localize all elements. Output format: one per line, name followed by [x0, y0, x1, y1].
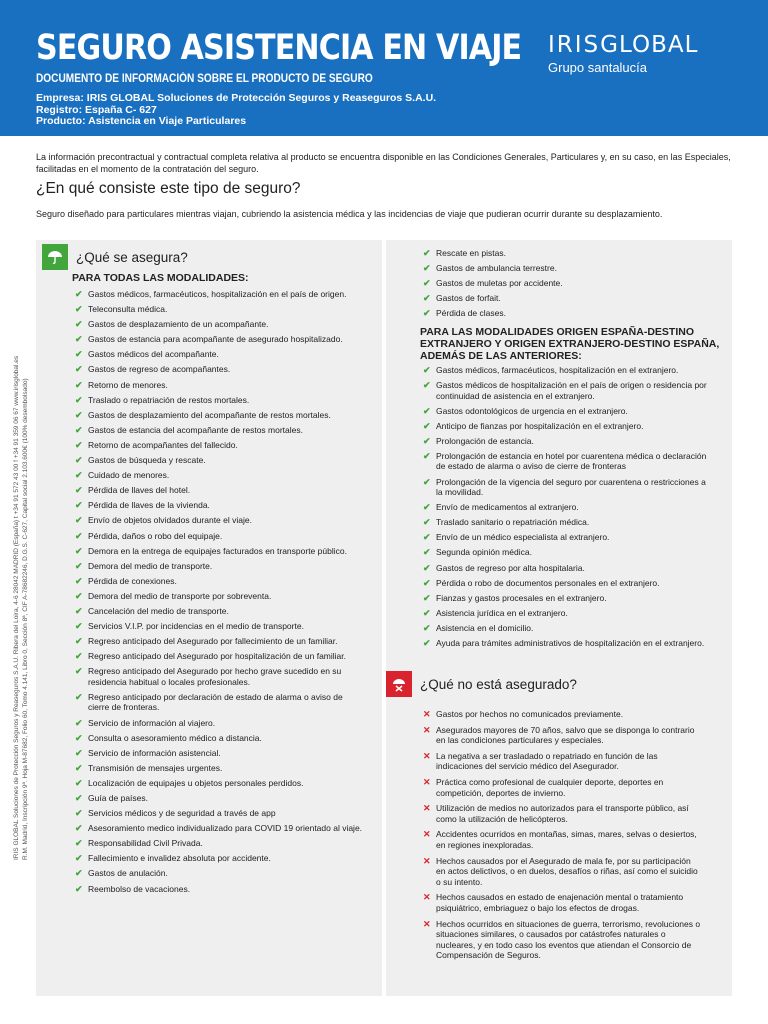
covered-modal-list	[422, 365, 712, 653]
list-item-text: Cancelación del medio de transporte.	[88, 605, 229, 616]
list-item	[422, 278, 722, 289]
check-icon: ✔	[423, 435, 431, 446]
list-item-text: Prolongación de la vigencia del seguro por cuarentena o restricciones a la movilidad.	[436, 476, 706, 498]
covered-panel	[36, 240, 382, 996]
list-item	[74, 808, 364, 819]
registry-number: Registro: España C- 627	[36, 103, 157, 116]
list-item-text: Gastos de estancia para acompañante de asegurado hospitalizado.	[88, 334, 343, 345]
list-item	[74, 425, 364, 436]
check-icon: ✔	[423, 592, 431, 603]
check-icon: ✔	[75, 777, 83, 788]
list-item-text: Fianzas y gastos procesales en el extranjero.	[436, 592, 607, 603]
list-item	[74, 304, 364, 315]
list-item-text: Práctica como profesional de cualquier deporte, deportes en competición, deportes de invierno.	[436, 777, 664, 798]
check-icon: ✔	[75, 485, 83, 496]
product-name: Producto: Asistencia en Viaje Particulares	[36, 115, 247, 127]
check-icon: ✔	[75, 868, 83, 879]
list-item-text: Ayuda para trámites administrativos de hospitalización en el extranjero.	[436, 638, 705, 648]
list-item	[422, 477, 712, 498]
all-modalities-title: PARA TODAS LAS MODALIDADES:	[72, 272, 249, 284]
list-item	[422, 856, 702, 888]
covered-continued-panel	[386, 240, 732, 996]
covered-title: ¿Qué se asegura?	[76, 249, 188, 265]
list-item-text: Gastos de regreso de acompañantes.	[88, 364, 231, 375]
list-item	[74, 485, 364, 496]
list-item	[74, 546, 364, 557]
list-item	[422, 751, 702, 772]
list-item	[74, 531, 364, 542]
cross-icon: ✕	[423, 777, 431, 788]
list-item	[74, 778, 364, 789]
list-item-text: Pérdida o robo de documentos personales en el extranjero.	[436, 577, 660, 588]
list-item	[74, 455, 364, 466]
logo-group-text: Grupo santalucía	[548, 60, 648, 75]
list-item	[422, 248, 722, 259]
list-item-text: Demora del medio de transporte.	[88, 560, 213, 571]
check-icon: ✔	[75, 364, 83, 375]
list-item	[422, 308, 722, 319]
list-item-text: Servicio de información asistencial.	[88, 747, 221, 758]
list-item-text: Retorno de menores.	[88, 379, 168, 390]
list-item-text: Gastos de forfait.	[436, 293, 501, 304]
check-icon: ✔	[75, 605, 83, 616]
list-item	[74, 561, 364, 572]
list-item-text: La negativa a ser trasladado o repatriado en función de las indicaciones del servicio médico del Asegurador.	[436, 750, 658, 772]
check-icon: ✔	[75, 515, 83, 526]
header-banner	[0, 0, 768, 136]
section-question: ¿En qué consiste este tipo de seguro?	[36, 180, 301, 197]
list-item-text: Pérdida de clases.	[436, 308, 506, 319]
check-icon: ✔	[75, 590, 83, 601]
check-icon: ✔	[423, 638, 431, 648]
list-item	[422, 608, 712, 619]
cross-icon: ✕	[423, 724, 431, 735]
list-item	[422, 803, 702, 824]
list-item	[74, 748, 364, 759]
list-item-text: Gastos de regreso por alta hospitalaria.	[436, 562, 585, 573]
list-item-text: Asegurados mayores de 70 años, salvo que se disponga lo contrario en las condiciones particulares y especiales.	[436, 724, 695, 746]
check-icon: ✔	[423, 517, 431, 528]
check-icon: ✔	[423, 547, 431, 558]
cross-icon: ✕	[423, 855, 431, 866]
check-icon: ✔	[75, 793, 83, 803]
list-item	[422, 623, 712, 634]
list-item-text: Regreso anticipado del Asegurado por hospitalización de un familiar.	[88, 651, 346, 662]
list-item	[74, 666, 364, 687]
check-icon: ✔	[75, 621, 83, 632]
check-icon: ✔	[75, 545, 83, 556]
list-item	[74, 884, 364, 895]
list-item-text: Gastos médicos, farmacéuticos, hospitalización en el país de origen.	[88, 289, 347, 299]
list-item-text: Prolongación de estancia.	[436, 435, 534, 446]
list-item-text: Envío de objetos olvidados durante el viaje.	[88, 515, 252, 526]
list-item	[74, 349, 364, 360]
check-icon: ✔	[423, 622, 431, 633]
covered-all-list	[74, 289, 364, 899]
check-icon: ✔	[75, 394, 83, 405]
list-item-text: Consulta o asesoramiento médico a distancia.	[88, 732, 262, 743]
check-icon: ✔	[423, 502, 431, 513]
check-icon: ✔	[75, 883, 83, 894]
list-item-text: Gastos médicos del acompañante.	[88, 349, 219, 360]
check-icon: ✔	[423, 476, 431, 487]
list-item	[74, 853, 364, 864]
iris-global-logo: IRISGLOBAL	[548, 32, 699, 58]
check-icon: ✔	[75, 808, 83, 819]
check-icon: ✔	[75, 747, 83, 758]
insurance-description: Seguro diseñado para particulares mientras viajan, cubriendo la asistencia médica y las incidencias de viaje que pudieran ocurrir durante su desplazamiento.	[36, 209, 663, 219]
check-icon: ✔	[75, 304, 83, 315]
not-covered-title: ¿Qué no está asegurado?	[420, 676, 577, 692]
list-item-text: Gastos de búsqueda y rescate.	[88, 455, 206, 466]
list-item-text: Teleconsulta médica.	[88, 304, 168, 315]
list-item-text: Servicios V.I.P. por incidencias en el medio de transporte.	[88, 621, 304, 632]
list-item-text: Traslado o repatriación de restos mortales.	[88, 394, 250, 405]
check-icon: ✔	[75, 319, 83, 330]
list-item-text: Segunda opinión médica.	[436, 547, 532, 558]
check-icon: ✔	[75, 636, 83, 647]
check-icon: ✔	[75, 762, 83, 773]
list-item	[74, 470, 364, 481]
document-title: SEGURO ASISTENCIA EN VIAJE	[36, 28, 522, 68]
list-item	[74, 440, 364, 451]
list-item-text: Guía de países.	[88, 793, 149, 803]
check-icon: ✔	[75, 853, 83, 864]
check-icon: ✔	[423, 405, 431, 416]
intro-paragraph: La información precontractual y contractual completa relativa al producto se encuentra disponible en las Condiciones Generales, Particulares y, en su caso, en las Especiales, facilitadas en el momento de la contratación del seguro.	[36, 152, 731, 174]
cross-icon: ✕	[423, 892, 431, 903]
legal-side-text	[12, 220, 30, 860]
list-item-text: Asistencia en el domicilio.	[436, 622, 534, 633]
not-covered-list	[422, 709, 702, 966]
check-icon: ✔	[75, 717, 83, 728]
company-name: Empresa: IRIS GLOBAL Soluciones de Protección Seguros y Reaseguros S.A.U.	[36, 92, 437, 104]
list-item	[422, 593, 712, 604]
list-item-text: Gastos médicos, farmacéuticos, hospitalización en el extranjero.	[436, 365, 679, 375]
check-icon: ✔	[423, 450, 431, 461]
list-item	[74, 364, 364, 375]
check-icon: ✔	[423, 278, 431, 289]
list-item	[422, 892, 702, 913]
list-item-text: Demora en la entrega de equipajes facturados en transporte público.	[88, 545, 347, 556]
check-icon: ✔	[75, 732, 83, 743]
list-item-text: Envío de medicamentos al extranjero.	[436, 502, 579, 513]
list-item	[422, 563, 712, 574]
list-item-text: Responsabilidad Civil Privada.	[88, 838, 203, 849]
umbrella-icon	[42, 244, 68, 270]
check-icon: ✔	[75, 349, 83, 360]
check-icon: ✔	[75, 530, 83, 541]
check-icon: ✔	[75, 334, 83, 345]
check-icon: ✔	[423, 263, 431, 274]
list-item-text: Gastos por hechos no comunicados previamente.	[436, 709, 624, 719]
check-icon: ✔	[75, 560, 83, 571]
covered-extra-list	[422, 248, 722, 323]
list-item-text: Hechos causados en estado de enajenación mental o tratamiento psiquiátrico, embriaguez o bajo los efectos de drogas.	[436, 892, 684, 913]
check-icon: ✔	[423, 308, 431, 319]
check-icon: ✔	[423, 293, 431, 304]
list-item	[74, 793, 364, 804]
list-item	[74, 692, 364, 713]
check-icon: ✔	[423, 248, 431, 258]
list-item	[422, 421, 712, 432]
list-item-text: Asesoramiento medico individualizado para COVID 19 orientado al viaje.	[88, 823, 363, 834]
check-icon: ✔	[423, 380, 431, 391]
list-item-text: Traslado sanitario o repatriación médica.	[436, 517, 590, 528]
list-item-text: Regreso anticipado del Asegurado por hecho grave sucedido en su residencia habitual o locales profesionales.	[88, 666, 342, 687]
list-item	[74, 576, 364, 587]
list-item	[422, 517, 712, 528]
list-item-text: Demora del medio de transporte por sobreventa.	[88, 590, 272, 601]
cross-icon: ✕	[423, 803, 431, 814]
list-item-text: Utilización de medios no autorizados para el transporte público, así como la utilización de helicópteros.	[436, 803, 689, 824]
list-item	[422, 365, 712, 376]
umbrella-cross-icon	[386, 671, 412, 697]
covered-header	[42, 244, 188, 270]
check-icon: ✔	[423, 365, 431, 375]
list-item	[74, 823, 364, 834]
list-item	[422, 777, 702, 798]
cross-icon: ✕	[423, 709, 431, 719]
check-icon: ✔	[423, 420, 431, 431]
list-item	[74, 500, 364, 511]
list-item-text: Pérdida, daños o robo del equipaje.	[88, 530, 223, 541]
list-item	[422, 829, 702, 850]
check-icon: ✔	[423, 577, 431, 588]
list-item	[422, 709, 702, 720]
list-item	[422, 436, 712, 447]
list-item-text: Hechos ocurridos en situaciones de guerra, terrorismo, revoluciones o situaciones similares, o causados por catástrofes naturales o nucleares, y en todo caso los eventos que atiendan el Consorcio de Compensación de Seguros.	[436, 918, 701, 960]
list-item-text: Cuidado de menores.	[88, 470, 170, 481]
list-item-text: Prolongación de estancia en hotel por cuarentena médica o declaración de estado de alarma o aviso de cierre de fronteras	[436, 450, 707, 472]
list-item-text: Servicio de información al viajero.	[88, 717, 216, 728]
list-item-text: Regreso anticipado por declaración de estado de alarma o aviso de cierre de fronteras.	[88, 691, 343, 713]
check-icon: ✔	[75, 424, 83, 435]
list-item	[422, 578, 712, 589]
list-item-text: Fallecimiento e invalidez absoluta por accidente.	[88, 853, 271, 864]
list-item	[422, 263, 722, 274]
check-icon: ✔	[75, 470, 83, 481]
list-item-text: Reembolso de vacaciones.	[88, 883, 191, 894]
list-item-text: Gastos de anulación.	[88, 868, 168, 879]
list-item	[422, 451, 712, 472]
check-icon: ✔	[75, 666, 83, 677]
list-item	[74, 651, 364, 662]
list-item	[74, 763, 364, 774]
list-item-text: Pérdida de llaves del hotel.	[88, 485, 191, 496]
check-icon: ✔	[75, 409, 83, 420]
list-item-text: Pérdida de conexiones.	[88, 575, 177, 586]
check-icon: ✔	[75, 823, 83, 834]
check-icon: ✔	[423, 562, 431, 573]
list-item	[74, 515, 364, 526]
check-icon: ✔	[75, 500, 83, 511]
list-item-text: Gastos de desplazamiento de un acompañante.	[88, 319, 269, 330]
list-item	[422, 502, 712, 513]
list-item	[74, 410, 364, 421]
list-item	[74, 718, 364, 729]
list-item-text: Accidentes ocurridos en montañas, simas, mares, selvas o desiertos, en regiones inexploradas.	[436, 829, 697, 850]
list-item	[422, 919, 702, 961]
check-icon: ✔	[75, 651, 83, 662]
list-item	[74, 319, 364, 330]
list-item-text: Anticipo de fianzas por hospitalización en el extranjero.	[436, 420, 644, 431]
cross-icon: ✕	[423, 829, 431, 840]
list-item	[422, 406, 712, 417]
check-icon: ✔	[75, 838, 83, 849]
list-item-text: Regreso anticipado del Asegurado por fallecimiento de un familiar.	[88, 636, 338, 647]
list-item	[422, 380, 712, 401]
list-item-text: Localización de equipajes u objetos personales perdidos.	[88, 777, 304, 788]
list-item-text: Rescate en pistas.	[436, 248, 506, 258]
list-item	[422, 532, 712, 543]
check-icon: ✔	[75, 379, 83, 390]
list-item	[74, 733, 364, 744]
list-item	[74, 380, 364, 391]
list-item-text: Gastos médicos de hospitalización en el país de origen o residencia por continuidad de asistencia en el extranjero.	[436, 380, 707, 401]
cross-icon: ✕	[423, 750, 431, 761]
list-item-text: Pérdida de llaves de la vivienda.	[88, 500, 210, 511]
list-item-text: Gastos odontológicos de urgencia en el extranjero.	[436, 405, 628, 416]
cross-icon: ✕	[423, 918, 431, 929]
list-item	[74, 591, 364, 602]
list-item	[74, 838, 364, 849]
list-item	[422, 725, 702, 746]
check-icon: ✔	[75, 575, 83, 586]
list-item-text: Asistencia jurídica en el extranjero.	[436, 607, 568, 618]
list-item	[74, 868, 364, 879]
list-item	[422, 638, 712, 649]
check-icon: ✔	[75, 439, 83, 450]
list-item	[74, 395, 364, 406]
list-item-text: Servicios médicos y de seguridad a través de app	[88, 808, 276, 819]
list-item	[74, 606, 364, 617]
check-icon: ✔	[75, 289, 83, 299]
list-item-text: Gastos de muletas por accidente.	[436, 278, 563, 289]
legal-line: IRIS GLOBAL Soluciones de Protección Seguros y Reaseguros S.A.U. Ribera del Loira, 4-6 28042 MADRID (España) t +34 91 572 43 00 f +34 91 359 06 67 www.irisglobal.es	[13, 355, 20, 860]
list-item-text: Gastos de ambulancia terrestre.	[436, 263, 557, 274]
list-item	[74, 636, 364, 647]
list-item-text: Transmisión de mensajes urgentes.	[88, 762, 223, 773]
list-item-text: Retorno de acompañantes del fallecido.	[88, 439, 238, 450]
legal-line: R.M. Madrid, Inscripción 9ª. Hoja M-87682, Folio 60, Tomo 4.141, Libro 0, Sección 8ª, CIF A-78682246, D.G.S. C-627, Capital social 2.103.600€ (100% desembolsado)	[22, 378, 29, 860]
check-icon: ✔	[75, 455, 83, 466]
modalities-title: PARA LAS MODALIDADES ORIGEN ESPAÑA-DESTINO EXTRANJERO Y ORIGEN EXTRANJERO-DESTINO ESPAÑA, ADEMÁS DE LAS ANTERIORES:	[420, 326, 720, 362]
list-item-text: Hechos causados por el Asegurado de mala fe, por su participación en actos delictivos, o en duelos, desafíos o riñas, así como el suicidio o su intento.	[436, 855, 698, 887]
list-item-text: Envío de un médico especialista al extranjero.	[436, 532, 610, 543]
list-item	[74, 621, 364, 632]
not-covered-header	[386, 671, 577, 697]
list-item	[422, 547, 712, 558]
company-info	[36, 93, 436, 128]
list-item-text: Gastos de estancia del acompañante de restos mortales.	[88, 424, 303, 435]
check-icon: ✔	[423, 532, 431, 543]
list-item	[74, 334, 364, 345]
list-item	[422, 293, 722, 304]
check-icon: ✔	[75, 691, 83, 702]
list-item	[74, 289, 364, 300]
document-subtitle: DOCUMENTO DE INFORMACIÓN SOBRE EL PRODUCTO DE SEGURO	[36, 73, 373, 85]
check-icon: ✔	[423, 607, 431, 618]
list-item-text: Gastos de desplazamiento del acompañante de restos mortales.	[88, 409, 331, 420]
